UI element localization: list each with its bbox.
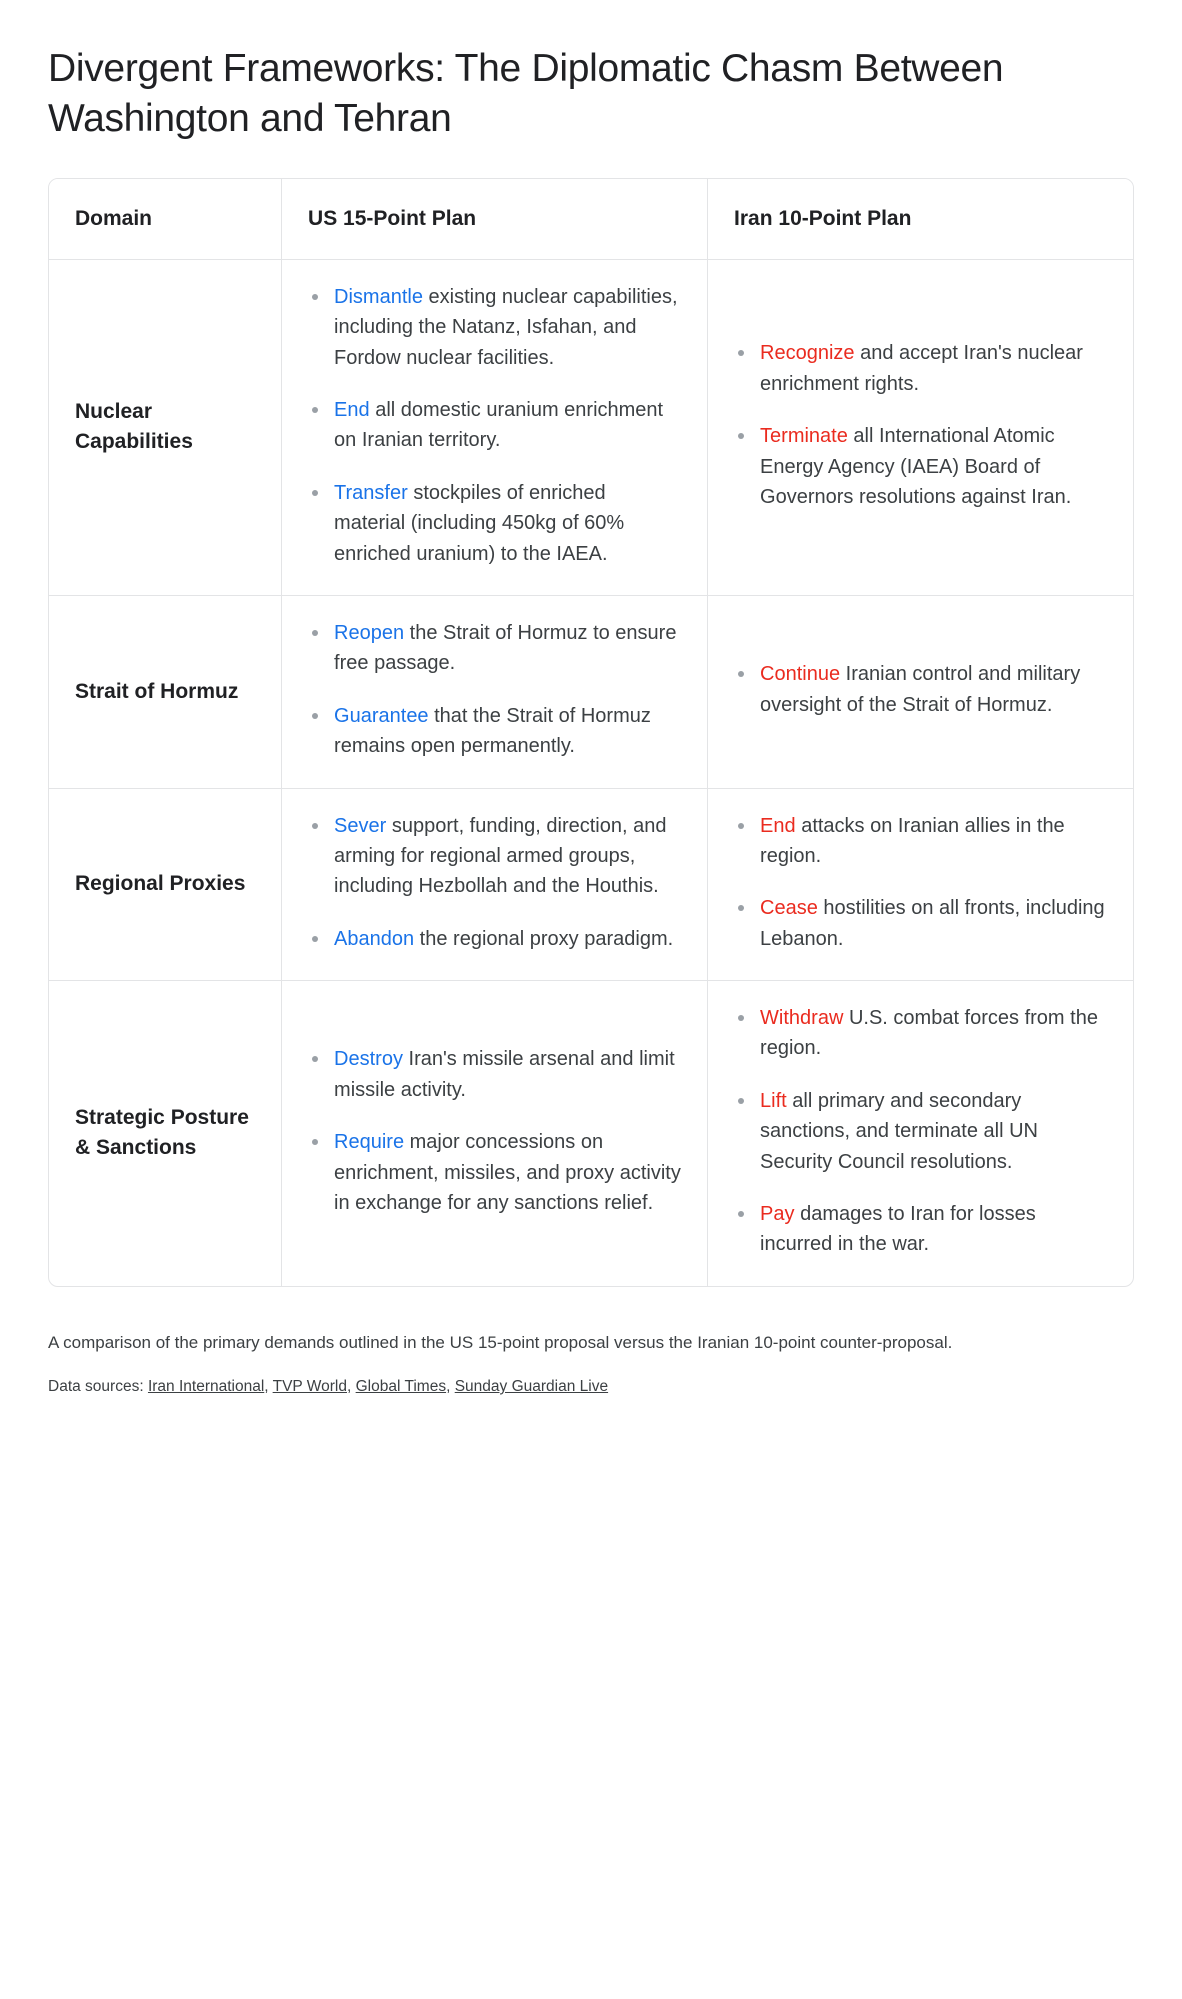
item-text: Iran's missile arsenal and limit missile activity. bbox=[334, 1048, 675, 1101]
list-item bbox=[308, 924, 681, 954]
list-item bbox=[308, 1044, 681, 1105]
column-header-us-plan: US 15-Point Plan bbox=[282, 179, 708, 260]
item-keyword: Lift bbox=[760, 1089, 787, 1112]
column-header-iran-plan: Iran 10-Point Plan bbox=[708, 179, 1133, 260]
item-text: support, funding, direction, and arming for regional armed groups, including Hezbollah and the Houthis. bbox=[334, 814, 667, 898]
item-keyword: Abandon bbox=[334, 927, 415, 950]
item-text: Iranian control and military oversight of the Strait of Hormuz. bbox=[760, 663, 1081, 716]
source-link[interactable]: Iran International bbox=[147, 1377, 265, 1395]
item-keyword: End bbox=[760, 814, 796, 837]
column-header-domain: Domain bbox=[49, 179, 282, 260]
page-title: Divergent Frameworks: The Diplomatic Chasm Between Washington and Tehran bbox=[48, 47, 1004, 140]
source-separator: , bbox=[264, 1377, 273, 1395]
source-separator: , bbox=[446, 1377, 455, 1395]
list-item bbox=[308, 282, 681, 373]
item-keyword: Recognize bbox=[760, 342, 855, 365]
list-item bbox=[734, 1199, 1107, 1260]
row-domain-label: Nuclear Capabilities bbox=[49, 260, 282, 596]
us-plan-cell bbox=[282, 981, 708, 1286]
list-item bbox=[308, 701, 681, 762]
table-caption: A comparison of the primary demands outlined in the US 15-point proposal versus the Iranian 10-point counter-proposal. bbox=[48, 1332, 953, 1352]
item-text: existing nuclear capabilities, including the Natanz, Isfahan, and Fordow nuclear facilities. bbox=[334, 285, 678, 369]
item-keyword: Continue bbox=[760, 663, 841, 686]
item-text: major concessions on enrichment, missiles, and proxy activity in exchange for any sanctions relief. bbox=[334, 1131, 681, 1215]
bullet-list bbox=[734, 338, 1107, 512]
item-keyword: Dismantle bbox=[334, 285, 423, 308]
list-item bbox=[734, 1003, 1107, 1064]
item-text: stockpiles of enriched material (including 450kg of 60% enriched uranium) to the IAEA. bbox=[334, 481, 625, 565]
item-keyword: Sever bbox=[334, 814, 387, 837]
table-body bbox=[49, 260, 1133, 1286]
list-item bbox=[308, 1127, 681, 1218]
bullet-list bbox=[308, 282, 681, 569]
item-keyword: End bbox=[334, 398, 370, 421]
item-keyword: Transfer bbox=[334, 481, 408, 504]
list-item bbox=[308, 395, 681, 456]
item-text: all International Atomic Energy Agency (IAEA) Board of Governors resolutions against Iran. bbox=[760, 425, 1072, 508]
item-keyword: Pay bbox=[760, 1203, 795, 1226]
data-sources-label: Data sources: bbox=[48, 1377, 144, 1395]
source-link[interactable]: Global Times bbox=[355, 1377, 447, 1395]
bullet-list bbox=[734, 659, 1107, 720]
iran-plan-cell bbox=[708, 596, 1133, 789]
table-row bbox=[49, 596, 1133, 789]
list-item bbox=[734, 1086, 1107, 1177]
item-keyword: Require bbox=[334, 1131, 405, 1154]
us-plan-cell bbox=[282, 789, 708, 982]
item-keyword: Cease bbox=[760, 897, 818, 920]
bullet-list bbox=[734, 811, 1107, 955]
table-row bbox=[49, 260, 1133, 596]
item-keyword: Reopen bbox=[334, 621, 405, 644]
table-row bbox=[49, 789, 1133, 982]
item-text: hostilities on all fronts, including Lebanon. bbox=[760, 897, 1105, 950]
list-item bbox=[308, 811, 681, 902]
item-text: U.S. combat forces from the region. bbox=[760, 1007, 1098, 1060]
list-item bbox=[308, 618, 681, 679]
item-text: attacks on Iranian allies in the region. bbox=[760, 814, 1065, 867]
item-text: damages to Iran for losses incurred in the war. bbox=[760, 1203, 1036, 1256]
bullet-list bbox=[308, 1044, 681, 1218]
list-item bbox=[308, 478, 681, 569]
item-text: and accept Iran's nuclear enrichment rights. bbox=[760, 342, 1083, 395]
item-keyword: Terminate bbox=[760, 425, 848, 448]
row-domain-label: Regional Proxies bbox=[49, 789, 282, 982]
list-item bbox=[734, 338, 1107, 399]
list-item bbox=[734, 811, 1107, 872]
iran-plan-cell bbox=[708, 981, 1133, 1286]
data-sources-list bbox=[148, 1378, 608, 1395]
item-keyword: Withdraw bbox=[760, 1007, 844, 1030]
row-domain-label: Strait of Hormuz bbox=[49, 596, 282, 789]
source-link[interactable]: TVP World bbox=[272, 1377, 347, 1395]
item-text: the regional proxy paradigm. bbox=[414, 927, 674, 950]
list-item bbox=[734, 893, 1107, 954]
item-text: all domestic uranium enrichment on Iranian territory. bbox=[334, 398, 664, 452]
item-keyword: Destroy bbox=[334, 1048, 403, 1071]
item-text: all primary and secondary sanctions, and terminate all UN Security Council resolutions. bbox=[760, 1089, 1038, 1173]
bullet-list bbox=[308, 811, 681, 955]
iran-plan-cell bbox=[708, 260, 1133, 596]
data-sources bbox=[48, 1378, 1134, 1396]
item-keyword: Guarantee bbox=[334, 704, 429, 727]
row-domain-label: Strategic Posture & Sanctions bbox=[49, 981, 282, 1286]
source-separator: , bbox=[347, 1377, 356, 1395]
iran-plan-cell bbox=[708, 789, 1133, 982]
item-text: the Strait of Hormuz to ensure free passage. bbox=[334, 621, 677, 675]
table-header-row bbox=[49, 179, 1133, 260]
us-plan-cell bbox=[282, 596, 708, 789]
us-plan-cell bbox=[282, 260, 708, 596]
bullet-list bbox=[734, 1003, 1107, 1260]
source-link[interactable]: Sunday Guardian Live bbox=[454, 1377, 609, 1395]
list-item bbox=[734, 659, 1107, 720]
list-item bbox=[734, 421, 1107, 512]
table-header bbox=[49, 179, 1133, 260]
comparison-table bbox=[48, 178, 1134, 1287]
item-text: that the Strait of Hormuz remains open permanently. bbox=[334, 704, 651, 758]
table-row bbox=[49, 981, 1133, 1286]
bullet-list bbox=[308, 618, 681, 762]
